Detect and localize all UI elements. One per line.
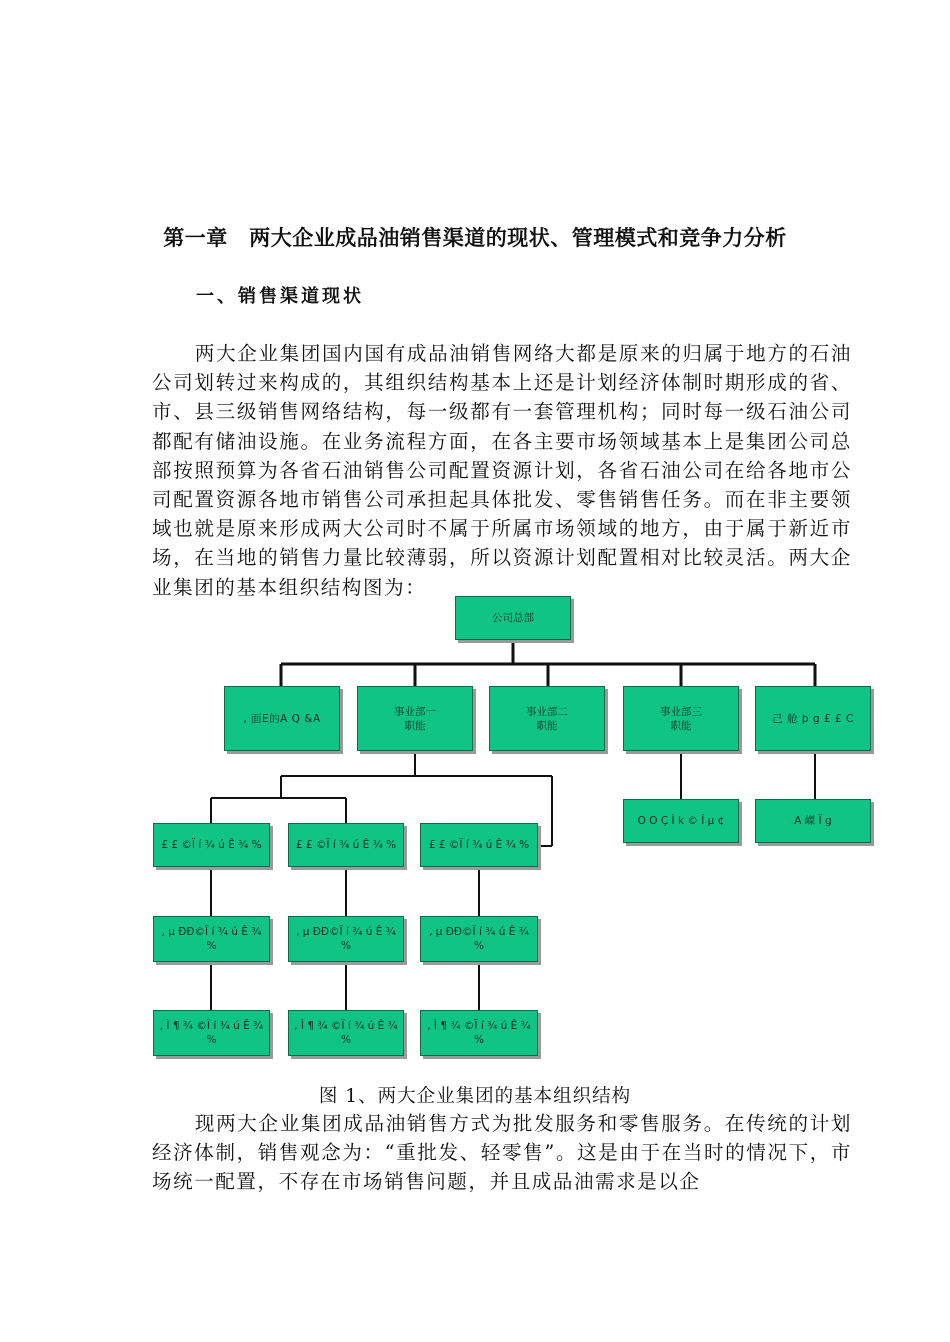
org-node-province: £ £ ©Ï í ¾ ú Ê ¾ %: [288, 823, 404, 867]
org-node-headquarters: 公司总部: [455, 596, 571, 640]
org-node-division-1: 事业部一 职能: [357, 686, 473, 751]
body-paragraph: 现两大企业集团成品油销售方式为批发服务和零售服务。在传统的计划经济体制，销售观念为：“重批发、轻零售”。这是由于在当时的情况下，市场统一配置，不存在市场销售问题，并且成品油需求是以企: [152, 1112, 852, 1194]
org-node-city: , µ ÐÐ©Ï í ¾ ú Ê ¾ %: [288, 916, 404, 962]
body-paragraph: 两大企业集团国内国有成品油销售网络大都是原来的归属于地方的石油公司划转过来构成的，其组织结构基本上还是计划经济体制时期形成的省、市、县三级销售网络结构，每一级都有一套管理机构；同时每一级石油公司都配有储油设施。在业务流程方面，在各主要市场领域基本上是集团公司总部按照预算为各省石油销售公司配置资源计划，各省石油公司在给各地市公司配置资源各地市销售公司承担起具体批发、零售销售任务。而在非主要领域也就是原来形成两大公司时不属于所属市场领域的地方，由于属于新近市场，在当地的销售力量比较薄弱，所以资源计划配置相对比较灵活。两大企业集团的基本组织结构图为：: [152, 342, 852, 599]
org-node-province: £ £ ©Ï í ¾ ú Ê ¾ %: [153, 823, 270, 867]
org-node-county: , Ì ¶ ¾ ©Ï í ¾ ú Ê ¾ %: [153, 1010, 270, 1056]
chapter-title: 第一章 两大企业成品油销售渠道的现状、管理模式和竞争力分析: [163, 226, 787, 250]
org-node-province: £ £ ©Ï í ¾ ú Ê ¾ %: [420, 823, 538, 867]
org-node-subsidiary: O O Ç Ì k © Í µ ¢: [623, 799, 739, 843]
figure-caption: 图 1、两大企业集团的基本组织结构: [318, 1086, 632, 1107]
org-node-city: , µ ÐÐ©Ï í ¾ ú Ê ¾ %: [153, 916, 270, 962]
org-node-division-3: 事业部三 职能: [623, 686, 739, 751]
org-node-county: , Ì ¶ ¾ ©Ï í ¾ ú Ê ¾ %: [420, 1010, 538, 1056]
org-node-county: , Ì ¶ ¾ ©Ï í ¾ ú Ê ¾ %: [288, 1010, 404, 1056]
org-node-level1: 己 舱 þ g £ £ C: [755, 686, 871, 751]
section-heading: 一、销售渠道现状: [196, 286, 364, 307]
org-node-city: , µ ÐÐ©Ï í ¾ ú Ê ¾ %: [420, 916, 538, 962]
org-node-subsidiary: A 嵥 Ï g: [755, 799, 871, 843]
org-node-level1: , 面E的A Q &A: [224, 686, 340, 751]
org-node-division-2: 事业部二 职能: [489, 686, 605, 751]
